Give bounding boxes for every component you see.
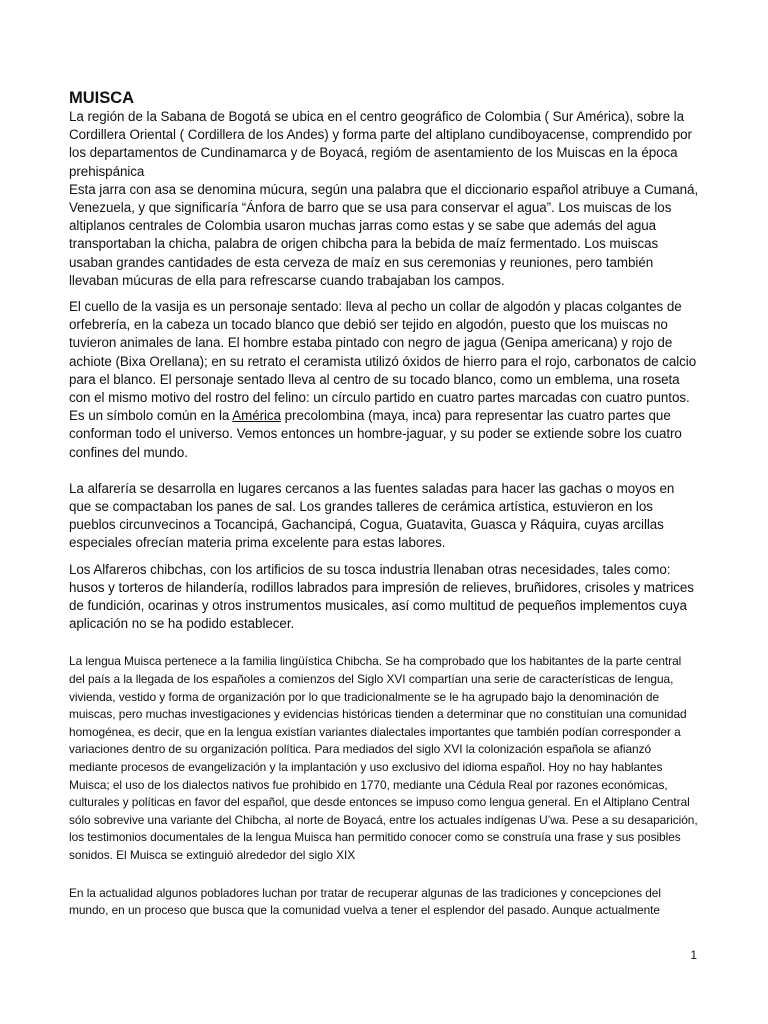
paragraph-gap [69,865,700,885]
paragraph-artisans: Los Alfareros chibchas, con los artificios de su tosca industria llenaban otras necesidades, tales como: husos y torteros de hilandería, rodillos labrados para impresión de relieves, bruñidores, crisoles y matrices de fundición, ocarinas y otros instrumentos musicales, así como multitud de pequeños implementos cuya aplicación no se ha podido establecer. [69,561,694,632]
paragraph-gap [69,462,700,480]
paragraph-pottery: La alfarería se desarrolla en lugares cercanos a las fuentes saladas para hacer las gachas o moyos en que se compactaban los panes de sal. Los grandes talleres de cerámica artística, estuvieron en los pueblos circunvecinos a Tocancipá, Gachancipá, Cogua, Guatavita, Guasca y Ráquira, cuyas arcillas especiales ofrecían materia prima excelente para estas labores. [69,480,675,551]
paragraph-text: El cuello de la vasija es un personaje sentado: lleva al pecho un collar de algodón y placas colgantes de orfebrería, en la cabeza un tocado blanco que debió ser tejido en algodón, puesto que los muiscas no tuvieron animales de lana. El hombre estaba pintado con negro de jagua (Genipa americana) y rojo de achiote (Bixa Orellana); en su retrato el ceramista utilizó óxidos de hierro para el rojo, carbonatos de calcio para el blanco. El personaje sentado lleva al centro de su tocado blanco, como un emblema, una roseta con el mismo motivo del rostro del felino: un círculo partido en cuatro partes marcadas con cuatro puntos. Es un símbolo común en la [69,299,697,424]
paragraph-gap [69,290,700,298]
paragraph-present-day: En la actualidad algunos pobladores luchan por tratar de recuperar algunas de las tradiciones y concepciones del mundo, en un proceso que busca que la comunidad vuelva a tener el esplendor del pasado. Aunque actualmente [69,885,661,918]
page-number: 1 [690,948,697,962]
paragraph-text: precolombina (maya, inca) para representar las cuatro partes que conforman todo el universo. Vemos entonces un hombre-jaguar, y su poder se extiende sobre los cuatro confines del mundo. [69,408,682,460]
america-link[interactable]: América [232,408,281,424]
document-page [69,88,700,920]
paragraph-region: La región de la Sabana de Bogotá se ubica en el centro geográfico de Colombia ( Sur América), sobre la Cordillera Oriental ( Cordillera de los Andes) y forma parte del altiplano cundiboyacense, comprendido por los departamentos de Cundinamarca y de Boyacá, regióm de asentamiento de los Muiscas en la época prehispánica [69,109,692,179]
paragraph-gap [69,553,700,561]
paragraph-language: La lengua Muisca pertenece a la familia lingüística Chibcha. Se ha comprobado que los habitantes de la parte central del país a la llegada de los españoles a comienzos del Siglo XVI compartían una serie de características de lengua, vivienda, vestido y forma de organización por lo que tradicionalmente se le ha agrupado bajo la denominación de muiscas, pero muchas investigaciones y evidencias históricas tienden a determinar que no constituían una comunidad homogénea, es decir, que en la lengua existían variantes dialectales importantes que también podían corresponder a variaciones dentro de su organización política. Para mediados del siglo XVI la colonización española se afianzó mediante procesos de evangelización y la implantación y uso exclusivo del idioma español. Hoy no hay hablantes Muisca; el uso de los dialectos nativos fue prohibido en 1770, mediante una Cédula Real por razones económicas, culturales y políticas en favor del español, que desde entonces se impuso como lengua general. En el Altiplano Central sólo sobrevive una variante del Chibcha, al norte de Boyacá, entre los actuales indígenas U’wa. Pese a su desaparición, los testimonios documentales de la lengua Muisca han permitido conocer como se construía una frase y sus posibles sonidos. El Muisca se extinguió alrededor del siglo XIX [69,654,698,863]
paragraph-gap [69,633,700,653]
paragraph-mucura: Esta jarra con asa se denomina múcura, según una palabra que el diccionario español atribuye a Cumaná, Venezuela, y que significaría “Ánfora de barro que se usa para conservar el agua”. Los muiscas de los altiplanos centrales de Colombia usaron muchas jarras como estas y se sabe que además del agua transportaban la chicha, palabra de origen chibcha para la bebida de maíz fermentado. Los muiscas usaban grandes cantidades de esta cerveza de maíz en sus ceremonias y reuniones, pero también llevaban múcuras de ella para refrescarse cuando trabajaban los campos. [69,181,699,288]
paragraph-vessel-figure [69,298,700,462]
document-title: MUISCA [69,89,135,107]
